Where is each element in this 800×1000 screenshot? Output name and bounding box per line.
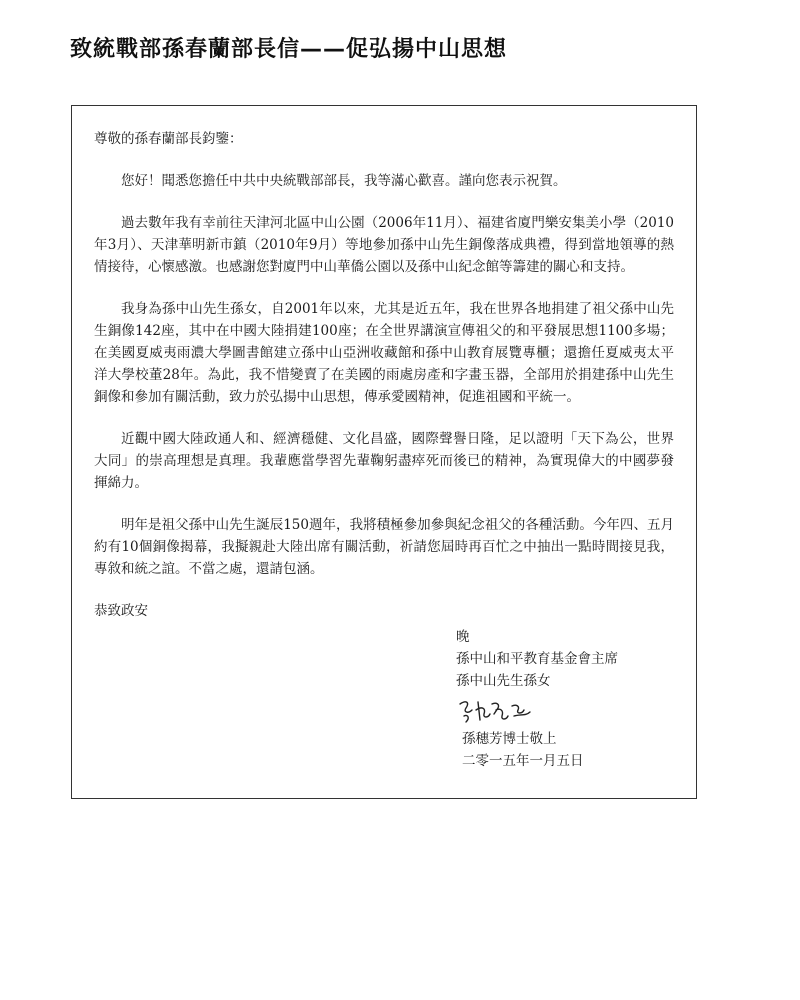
signature-relation: 孫中山先生孫女 bbox=[456, 673, 551, 689]
handwritten-signature bbox=[456, 696, 536, 726]
signature-block bbox=[456, 626, 618, 772]
letter-paragraph-contributions: 我身為孫中山先生孫女，自2001年以來，尤其是近五年，我在世界各地捐建了祖父孫中山先生銅像142座，其中在中國大陸捐建100座；在全世界講演宣傳祖父的和平發展思想1100多場；在美國夏威夷雨濃大學圖書館建立孫中山亞洲收藏館和孫中山教育展覽專櫃；還擔任夏威夷太平洋大學校董28年。為此，我不惜變賣了在美國的雨處房產和字畫玉器，全部用於捐建孫中山先生銅像和參加有關活動，致力於弘揚中山思想，傳承愛國精神，促進祖國和平統一。 bbox=[94, 301, 674, 405]
letter-frame bbox=[71, 105, 697, 799]
letter-closing: 恭致政安 bbox=[94, 603, 148, 619]
letter-body bbox=[94, 128, 674, 622]
letter-salutation: 尊敬的孫春蘭部長鈞鑒： bbox=[94, 131, 243, 147]
signature-signed-by: 孫穗芳博士敬上 bbox=[462, 731, 557, 747]
letter-paragraph-request: 明年是祖父孫中山先生誕辰150週年，我將積極參加參與紀念祖父的各種活動。今年四、五月約有10個銅像揭幕，我擬親赴大陸出席有關活動，祈請您屆時再百忙之中抽出一點時間接見我，專敘和統之誼。不當之處，還請包涵。 bbox=[94, 517, 674, 577]
page-title: 致統戰部孫春蘭部長信——促弘揚中山思想 bbox=[70, 37, 508, 62]
letter-paragraph-visits: 過去數年我有幸前往天津河北區中山公園（2006年11月）、福建省廈門樂安集美小學（2010年3月）、天津華明新市鎮（2010年9月）等地參加孫中山先生銅像落成典禮，得到當地領導的熱情接待，心懷感激。也感謝您對廈門中山華僑公園以及孫中山紀念館等籌建的關心和支持。 bbox=[94, 215, 674, 275]
signature-organization: 孫中山和平教育基金會主席 bbox=[456, 651, 618, 667]
signature-date: 二零一五年一月五日 bbox=[462, 753, 584, 769]
signature-prefix: 晚 bbox=[456, 629, 470, 645]
letter-paragraph-greeting: 您好！聞悉您擔任中共中央統戰部部長，我等滿心歡喜。謹向您表示祝賀。 bbox=[121, 173, 567, 189]
letter-paragraph-observations: 近觀中國大陸政通人和、經濟穩健、文化昌盛，國際聲譽日隆，足以證明「天下為公，世界大同」的崇高理想是真理。我輩應當學習先輩鞠躬盡瘁死而後已的精神，為實現偉大的中國夢發揮綿力。 bbox=[94, 431, 674, 491]
